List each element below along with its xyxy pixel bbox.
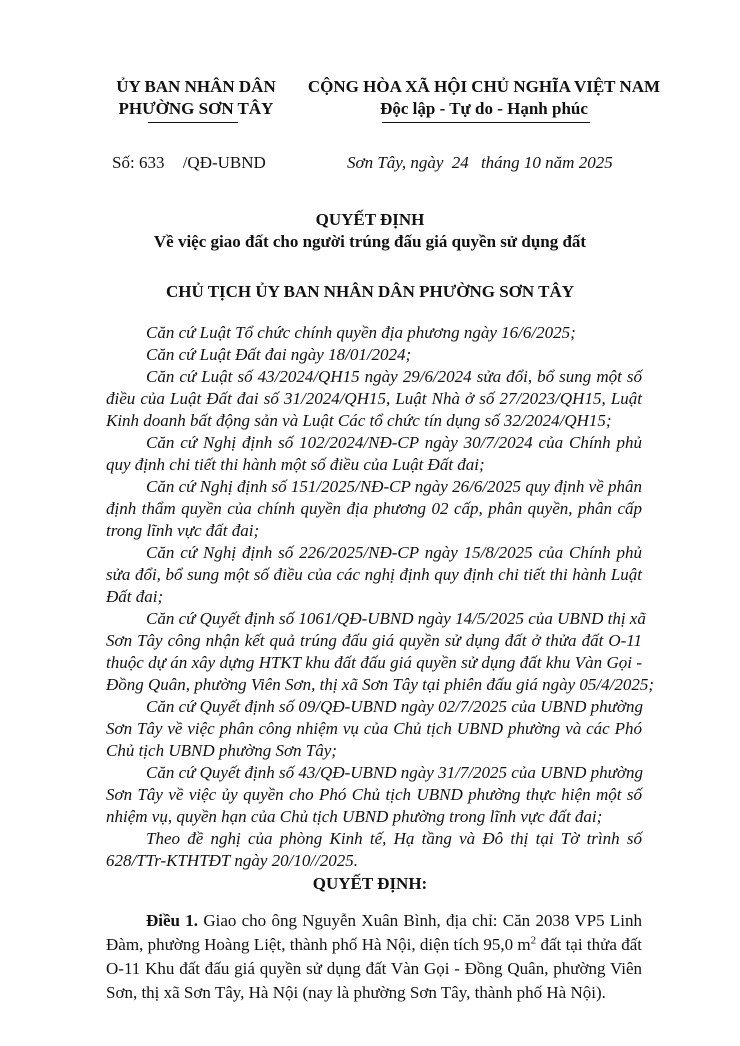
- article-1-label: Điều 1.: [146, 911, 199, 930]
- agency-name: ỦY BAN NHÂN DÂN: [116, 77, 276, 96]
- authority-title: CHỦ TỊCH ỦY BAN NHÂN DÂN PHƯỜNG SƠN TÂY: [165, 282, 575, 301]
- agency-ward: PHƯỜNG SƠN TÂY: [118, 99, 274, 118]
- basis-line: Căn cứ Nghị định số 226/2025/NĐ-CP ngày 15/8/2025 của Chính phủ: [146, 543, 642, 562]
- article-1-line: [146, 911, 642, 931]
- basis-line: thuộc dự án xây dựng HTKT khu đất đấu giá quyền sử dụng đất khu Vàn Gọi -: [106, 653, 642, 672]
- motto-underline: [382, 122, 590, 123]
- article-1-text: Đàm, phường Hoàng Liệt, thành phố Hà Nội, diện tích 95,0 m: [106, 935, 531, 954]
- basis-line: quy định chi tiết thi hành một số điều của Luật Đất đai;: [106, 455, 485, 474]
- date-prefix: Sơn Tây, ngày: [347, 153, 444, 172]
- basis-line: Căn cứ Luật Tổ chức chính quyền địa phương ngày 16/6/2025;: [146, 323, 576, 342]
- number-value: 633: [138, 153, 165, 172]
- basis-line: Kinh doanh bất động sản và Luật Các tổ chức tín dụng số 32/2024/QH15;: [106, 411, 612, 430]
- basis-line: Sơn Tây về việc phân công nhiệm vụ của Chủ tịch UBND phường và các Phó: [106, 719, 642, 738]
- article-1-line: Sơn, thị xã Sơn Tây, Hà Nội (nay là phường Sơn Tây, thành phố Hà Nội).: [106, 983, 606, 1002]
- basis-line: Căn cứ Quyết định số 09/QĐ-UBND ngày 02/7/2025 của UBND phường: [146, 697, 643, 716]
- area-unit-superscript: 2: [530, 934, 537, 947]
- date-month: 10: [523, 153, 541, 172]
- number-prefix: Số:: [112, 153, 135, 172]
- article-1-text: Giao cho ông Nguyễn Xuân Bình, địa chỉ: Căn 2038 VP5 Linh: [203, 911, 643, 930]
- date-day: 24: [451, 153, 469, 172]
- document-number: [112, 153, 266, 173]
- basis-line: Căn cứ Nghị định số 102/2024/NĐ-CP ngày 30/7/2024 của Chính phủ: [146, 433, 642, 452]
- basis-line: sửa đổi, bổ sung một số điều của các nghị định quy định chi tiết thi hành Luật: [106, 565, 642, 584]
- basis-line: Căn cứ Luật Đất đai ngày 18/01/2024;: [146, 345, 412, 364]
- basis-line: Đồng Quân, phường Viên Sơn, thị xã Sơn Tây tại phiên đấu giá ngày 05/4/2025;: [106, 675, 655, 694]
- date-year: năm 2025: [545, 153, 613, 172]
- basis-line: Theo đề nghị của phòng Kinh tế, Hạ tầng và Đô thị tại Tờ trình số: [146, 829, 642, 848]
- date-month-label: tháng: [480, 153, 520, 172]
- document-title: QUYẾT ĐỊNH: [315, 210, 425, 229]
- basis-line: Đất đai;: [106, 587, 164, 606]
- number-suffix: /QĐ-UBND: [182, 153, 266, 172]
- article-1-text: đất tại thửa đất: [536, 935, 642, 954]
- article-1-line: [106, 935, 642, 955]
- basis-line: Căn cứ Quyết định số 43/QĐ-UBND ngày 31/7/2025 của UBND phường: [146, 763, 643, 782]
- basis-line: nhiệm vụ, quyền hạn của Chủ tịch UBND phường trong lĩnh vực đất đai;: [106, 807, 603, 826]
- basis-line: Căn cứ Nghị định số 151/2025/NĐ-CP ngày 26/6/2025 quy định về phân: [146, 477, 642, 496]
- document-date: [347, 153, 613, 173]
- basis-line: Sơn Tây về việc ủy quyền cho Phó Chủ tịch UBND phường thực hiện một số: [106, 785, 642, 804]
- basis-line: định thẩm quyền của chính quyền địa phương 02 cấp, phân quyền, phân cấp: [106, 499, 642, 518]
- basis-line: điều của Luật Đất đai số 31/2024/QH15, Luật Nhà ở số 27/2023/QH15, Luật: [106, 389, 642, 408]
- national-motto: Độc lập - Tự do - Hạnh phúc: [380, 99, 588, 118]
- basis-line: Sơn Tây công nhận kết quả trúng đấu giá quyền sử dụng đất ở thửa đất O-11: [106, 631, 642, 650]
- document-subtitle: Về việc giao đất cho người trúng đấu giá quyền sử dụng đất: [153, 232, 587, 251]
- decision-heading: QUYẾT ĐỊNH:: [312, 874, 428, 893]
- basis-line: 628/TTr-KTHTĐT ngày 20/10//2025.: [106, 851, 359, 870]
- basis-line: Căn cứ Quyết định số 1061/QĐ-UBND ngày 14/5/2025 của UBND thị xã: [146, 609, 646, 628]
- basis-line: Căn cứ Luật số 43/2024/QH15 ngày 29/6/2024 sửa đổi, bổ sung một số: [146, 367, 642, 386]
- national-title: CỘNG HÒA XÃ HỘI CHỦ NGHĨA VIỆT NAM: [307, 77, 661, 96]
- agency-underline: [148, 122, 238, 123]
- basis-line: trong lĩnh vực đất đai;: [106, 521, 260, 540]
- article-1-line: O-11 Khu đất đấu giá quyền sử dụng đất Vàn Gọi - Đồng Quân, phường Viên: [106, 959, 642, 978]
- basis-line: Chủ tịch UBND phường Sơn Tây;: [106, 741, 337, 760]
